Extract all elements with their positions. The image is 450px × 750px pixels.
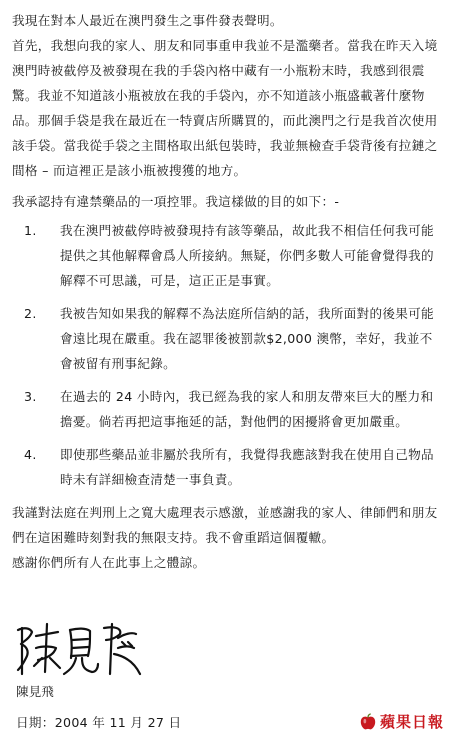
list-item-text: 我在澳門被截停時被發現持有該等藥品，故此我不相信任何我可能提供之其他解釋會爲人所接納。無疑，你們多數人可能會覺得我的解釋不可思議，可是，這正正是事實。 <box>60 223 434 288</box>
newspaper-watermark <box>359 711 444 732</box>
handwritten-signature <box>14 618 144 678</box>
list-item-number: 1. <box>24 223 37 238</box>
statement-opening-line: 我現在對本人最近在澳門發生之事件發表聲明。 <box>12 13 283 28</box>
signer-name: 陳見飛 <box>16 684 54 699</box>
list-item <box>12 384 438 434</box>
reasons-list <box>12 218 438 492</box>
list-item-text: 我被告知如果我的解釋不為法庭所信納的話，我所面對的後果可能會遠比現在嚴重。我在認罪後被罰款$2,000 澳幣，幸好，我並不會被留有刑事紀錄。 <box>60 306 434 371</box>
date-label: 日期： <box>16 715 55 730</box>
date-line <box>16 714 181 732</box>
list-item-text: 即使那些藥品並非屬於我所有，我覺得我應該對我在使用自己物品時未有詳細檢查清楚一事負責。 <box>60 447 434 487</box>
list-item <box>12 442 438 492</box>
list-item-number: 2. <box>24 306 37 321</box>
statement-paragraph-4: 感謝你們所有人在此事上之體諒。 <box>12 555 206 570</box>
watermark-text: 蘋果日報 <box>379 713 444 731</box>
date-value: 2004 年 11 月 27 日 <box>54 715 182 730</box>
list-item-number: 3. <box>24 389 37 404</box>
apple-icon <box>359 713 377 731</box>
list-item-number: 4. <box>24 447 37 462</box>
statement-paragraph-1: 首先，我想向我的家人、朋友和同事重申我並不是濫藥者。當我在昨天入境澳門時被截停及被發現在我的手袋內格中藏有一小瓶粉末時，我感到很震驚。我並不知道該小瓶被放在我的手袋內，亦不知道該小瓶盛載著什麼物品。那個手袋是我在最近在一特賣店所購買的，而此澳門之行是我首次使用該手袋。當我從手袋之主間格取出紙包裝時，我並無檢查手袋背後有拉鏈之間格 – 而這裡正是該小瓶被搜獲的地方。 <box>12 38 438 178</box>
list-item <box>12 218 438 293</box>
statement-paragraph-2: 我承認持有違禁藥品的一項控罪。我這樣做的目的如下：- <box>12 194 340 209</box>
list-item-text: 在過去的 24 小時內，我已經為我的家人和朋友帶來巨大的壓力和擔憂。倘若再把這事拖延的話，對他們的困擾將會更加嚴重。 <box>60 389 434 429</box>
statement-paragraph-3: 我謹對法庭在判刑上之寬大處理表示感激，並感謝我的家人、律師們和朋友們在這困難時刻對我的無限支持。我不會重蹈這個覆轍。 <box>12 505 438 545</box>
list-item <box>12 301 438 376</box>
